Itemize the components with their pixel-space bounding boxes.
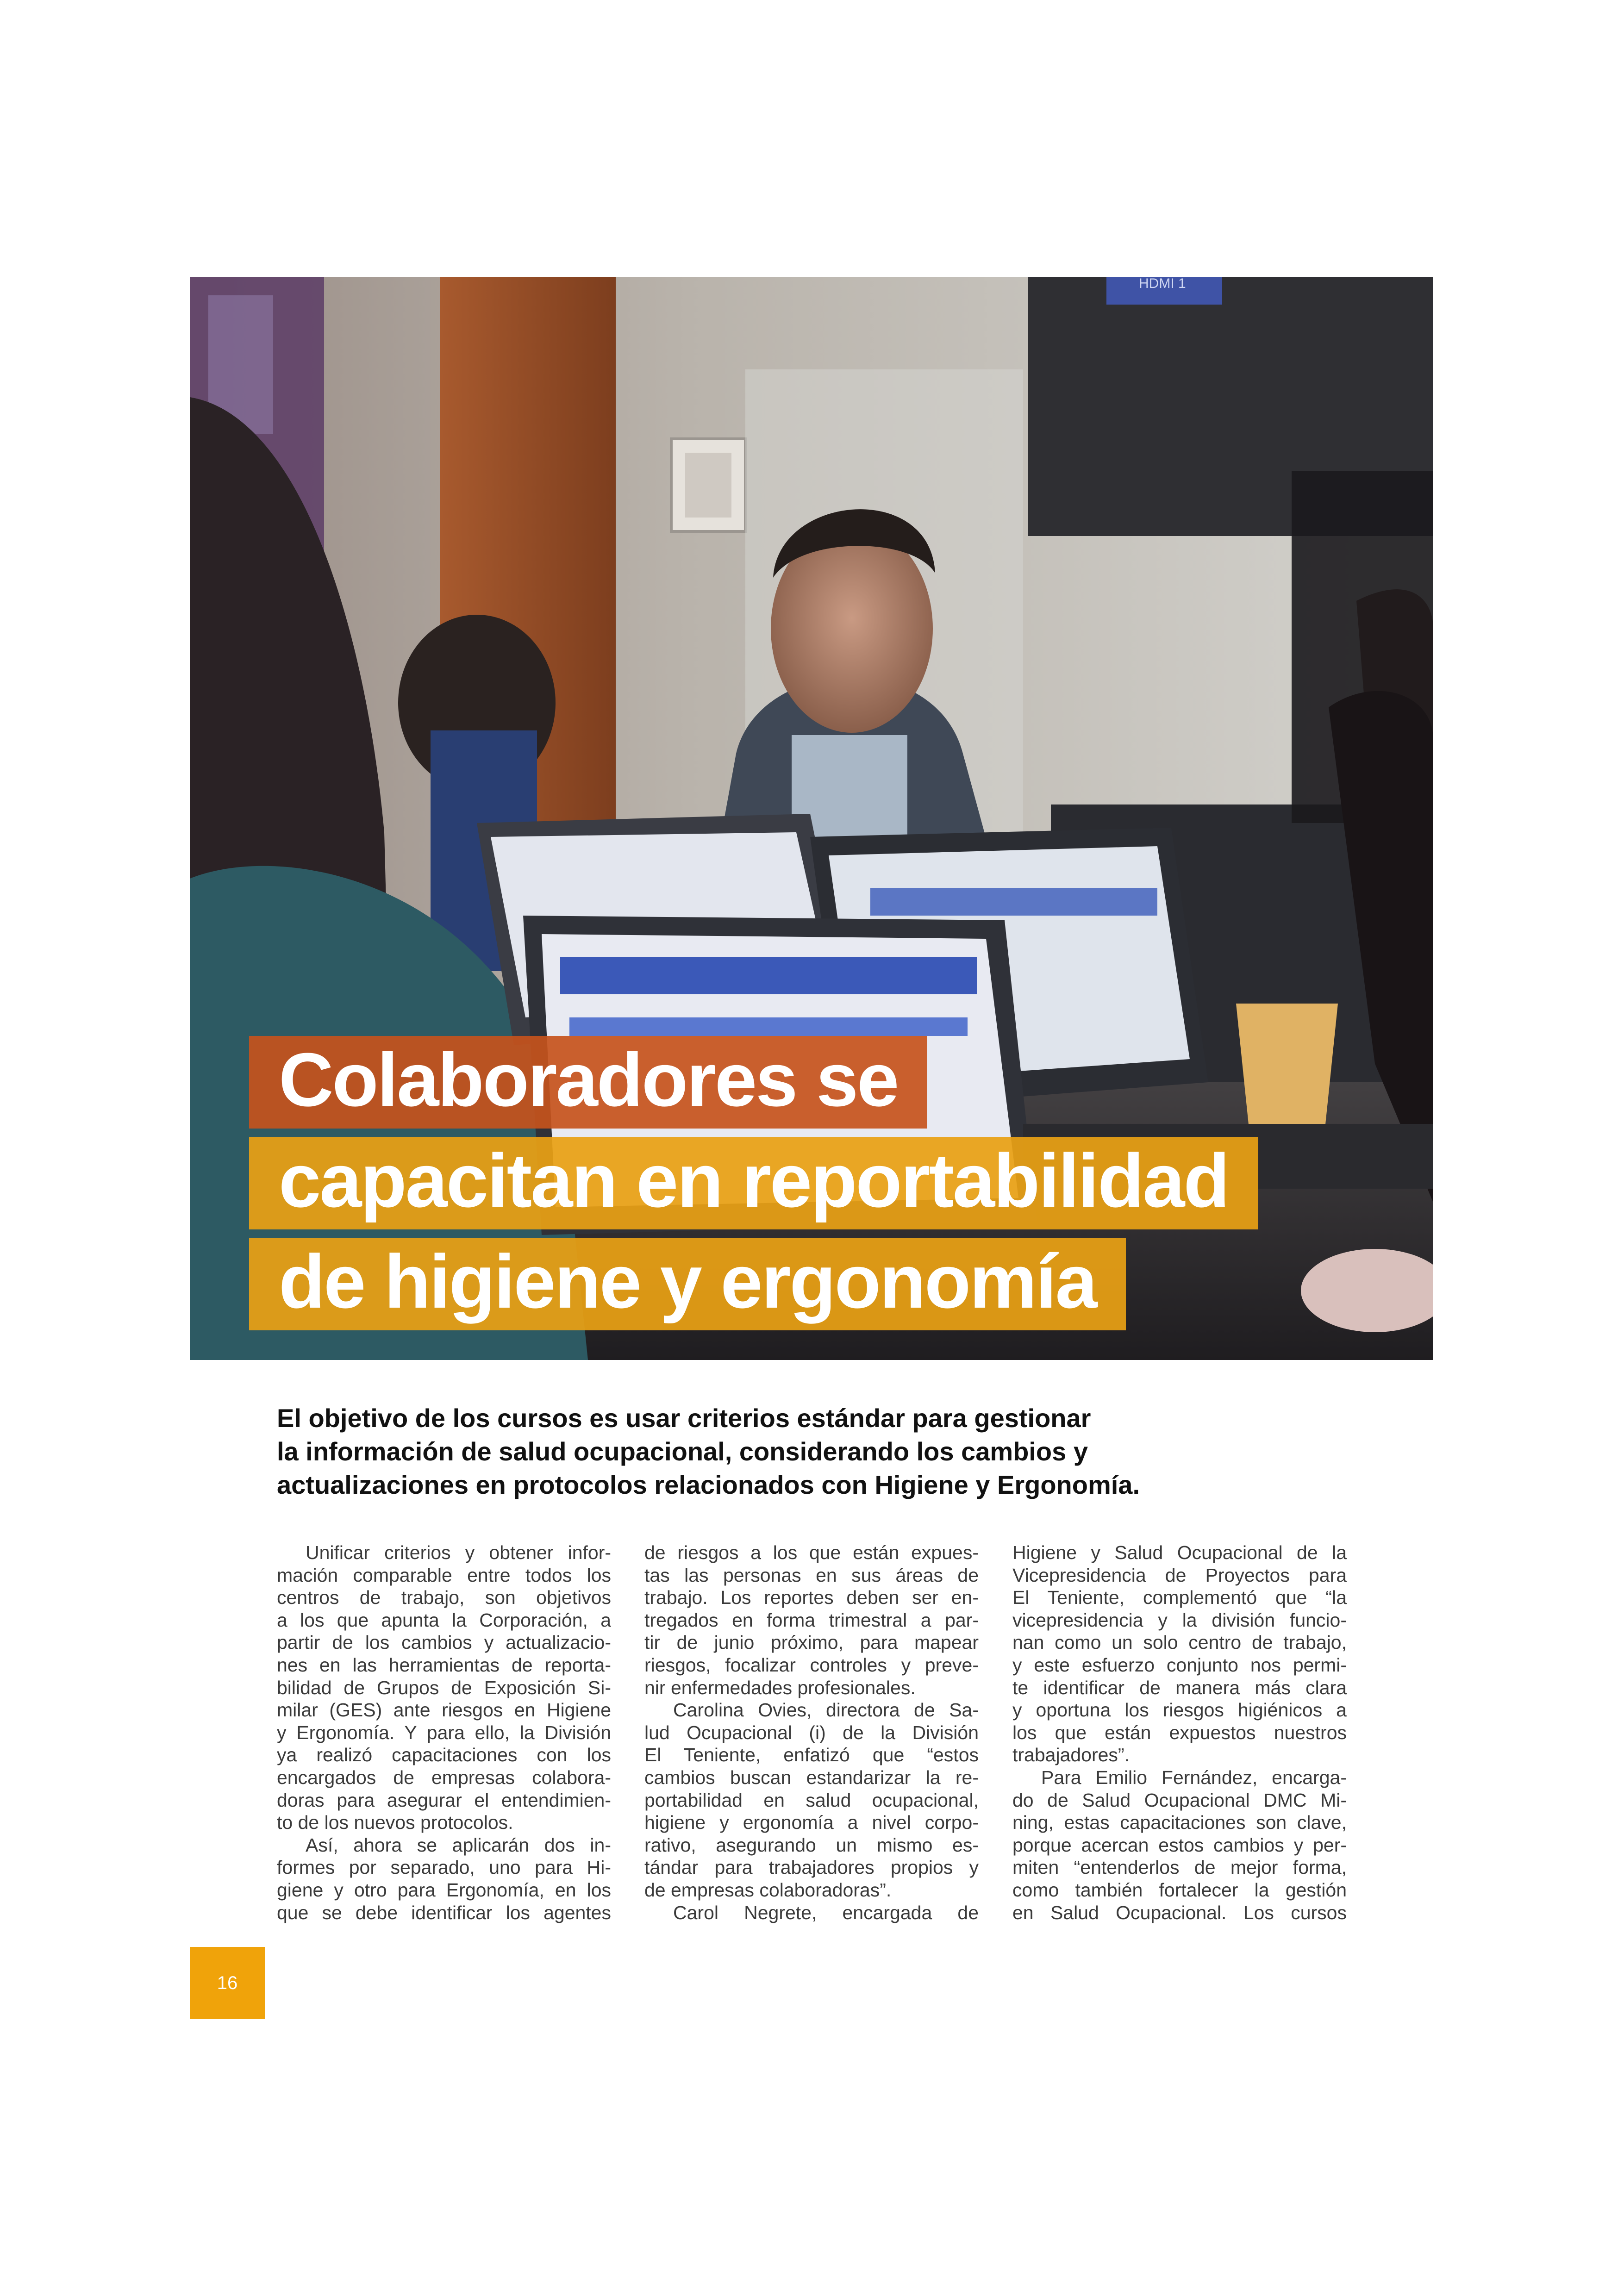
body-line: trabajadores”.: [1012, 1744, 1130, 1766]
body-line: to de los nuevos protocolos.: [277, 1812, 513, 1834]
body-line: nan como un solo centro de trabajo,: [1012, 1632, 1347, 1653]
body-line: Carol Negrete, encargada de: [673, 1902, 979, 1923]
headline-line: Colaboradores se: [249, 1036, 927, 1129]
body-line: tir de junio próximo, para mapear: [644, 1632, 979, 1653]
body-line: formes por separado, uno para Hi-: [277, 1857, 611, 1878]
body-line: higiene y ergonomía a nivel corpo-: [644, 1812, 979, 1834]
body-line: riesgos, focalizar controles y preve-: [644, 1654, 979, 1676]
body-line: tregados en forma trimestral a par-: [644, 1609, 979, 1631]
body-line: Carolina Ovies, directora de Sa-: [673, 1699, 979, 1721]
body-line: El Teniente, enfatizó que “estos: [644, 1744, 979, 1766]
body-line: en Salud Ocupacional. Los cursos: [1012, 1902, 1347, 1923]
body-line: te identificar de manera más clara: [1012, 1677, 1347, 1698]
body-line: bilidad de Grupos de Exposición Si-: [277, 1677, 611, 1698]
body-line: Higiene y Salud Ocupacional de la: [1012, 1542, 1347, 1563]
body-line: milar (GES) ante riesgos en Higiene: [277, 1699, 611, 1721]
body-line: lud Ocupacional (i) de la División: [644, 1721, 979, 1743]
body-line: ya realizó capacitaciones con los: [277, 1744, 611, 1766]
lead-line: El objetivo de los cursos es usar criterios estándar para gestionar: [277, 1403, 1091, 1433]
body-line: ning, estas capacitaciones son clave,: [1012, 1812, 1347, 1834]
body-line: de empresas colaboradoras”.: [644, 1879, 892, 1901]
body-column-3: [1012, 1541, 1347, 1924]
body-line: Vicepresidencia de Proyectos para: [1012, 1564, 1347, 1586]
body-line: los que están expuestos nuestros: [1012, 1721, 1347, 1743]
lead-line: actualizaciones en protocolos relacionados con Higiene y Ergonomía.: [277, 1470, 1140, 1499]
body-line: nir enfermedades profesionales.: [644, 1677, 916, 1698]
body-line: tándar para trabajadores propios y: [644, 1857, 979, 1878]
body-line: tas las personas en sus áreas de: [644, 1564, 979, 1586]
body-line: cambios buscan estandarizar la re-: [644, 1766, 979, 1788]
body-line: El Teniente, complementó que “la: [1012, 1587, 1347, 1609]
body-line: portabilidad en salud ocupacional,: [644, 1789, 979, 1811]
page-number: 16: [217, 1973, 238, 1993]
body-line: vicepresidencia y la división funcio-: [1012, 1609, 1347, 1631]
page-number-badge: [190, 1947, 265, 2019]
headline-line: capacitan en reportabilidad: [249, 1137, 1258, 1229]
body-line: miten “entenderlos de mejor forma,: [1012, 1857, 1347, 1878]
body-line: nes en las herramientas de reporta-: [277, 1654, 611, 1676]
body-column-2: [644, 1541, 979, 1924]
body-line: como también fortalecer la gestión: [1012, 1879, 1347, 1901]
article-photo: [190, 277, 1433, 1360]
body-line: rativo, asegurando un mismo es-: [644, 1834, 979, 1856]
article-headline: [249, 1036, 1258, 1339]
body-line: Así, ahora se aplicarán dos in-: [306, 1834, 611, 1856]
body-line: doras para asegurar el entendimien-: [277, 1789, 611, 1811]
body-line: porque acercan estos cambios y per-: [1012, 1834, 1347, 1856]
article-lead: [277, 1402, 1203, 1502]
body-line: partir de los cambios y actualizacio-: [277, 1632, 611, 1653]
body-line: de riesgos a los que están expues-: [644, 1542, 979, 1563]
lead-line: la información de salud ocupacional, considerando los cambios y: [277, 1437, 1088, 1466]
body-line: Unificar criterios y obtener infor-: [306, 1542, 611, 1563]
body-line: encargados de empresas colabora-: [277, 1766, 611, 1788]
headline-line: de higiene y ergonomía: [249, 1238, 1126, 1330]
body-line: giene y otro para Ergonomía, en los: [277, 1879, 611, 1901]
body-line: y este esfuerzo conjunto nos permi-: [1012, 1654, 1347, 1676]
body-line: que se debe identificar los agentes: [277, 1902, 611, 1923]
body-line: do de Salud Ocupacional DMC Mi-: [1012, 1789, 1347, 1811]
body-line: a los que apunta la Corporación, a: [277, 1609, 611, 1631]
body-line: y oportuna los riesgos higiénicos a: [1012, 1699, 1347, 1721]
body-line: Para Emilio Fernández, encarga-: [1041, 1766, 1347, 1788]
screen-hdmi-label: HDMI 1: [1139, 277, 1186, 291]
body-line: y Ergonomía. Y para ello, la División: [277, 1721, 611, 1743]
body-column-1: [277, 1541, 611, 1924]
body-line: mación comparable entre todos los: [277, 1564, 611, 1586]
body-line: trabajo. Los reportes deben ser en-: [644, 1587, 979, 1609]
body-line: centros de trabajo, son objetivos: [277, 1587, 611, 1609]
